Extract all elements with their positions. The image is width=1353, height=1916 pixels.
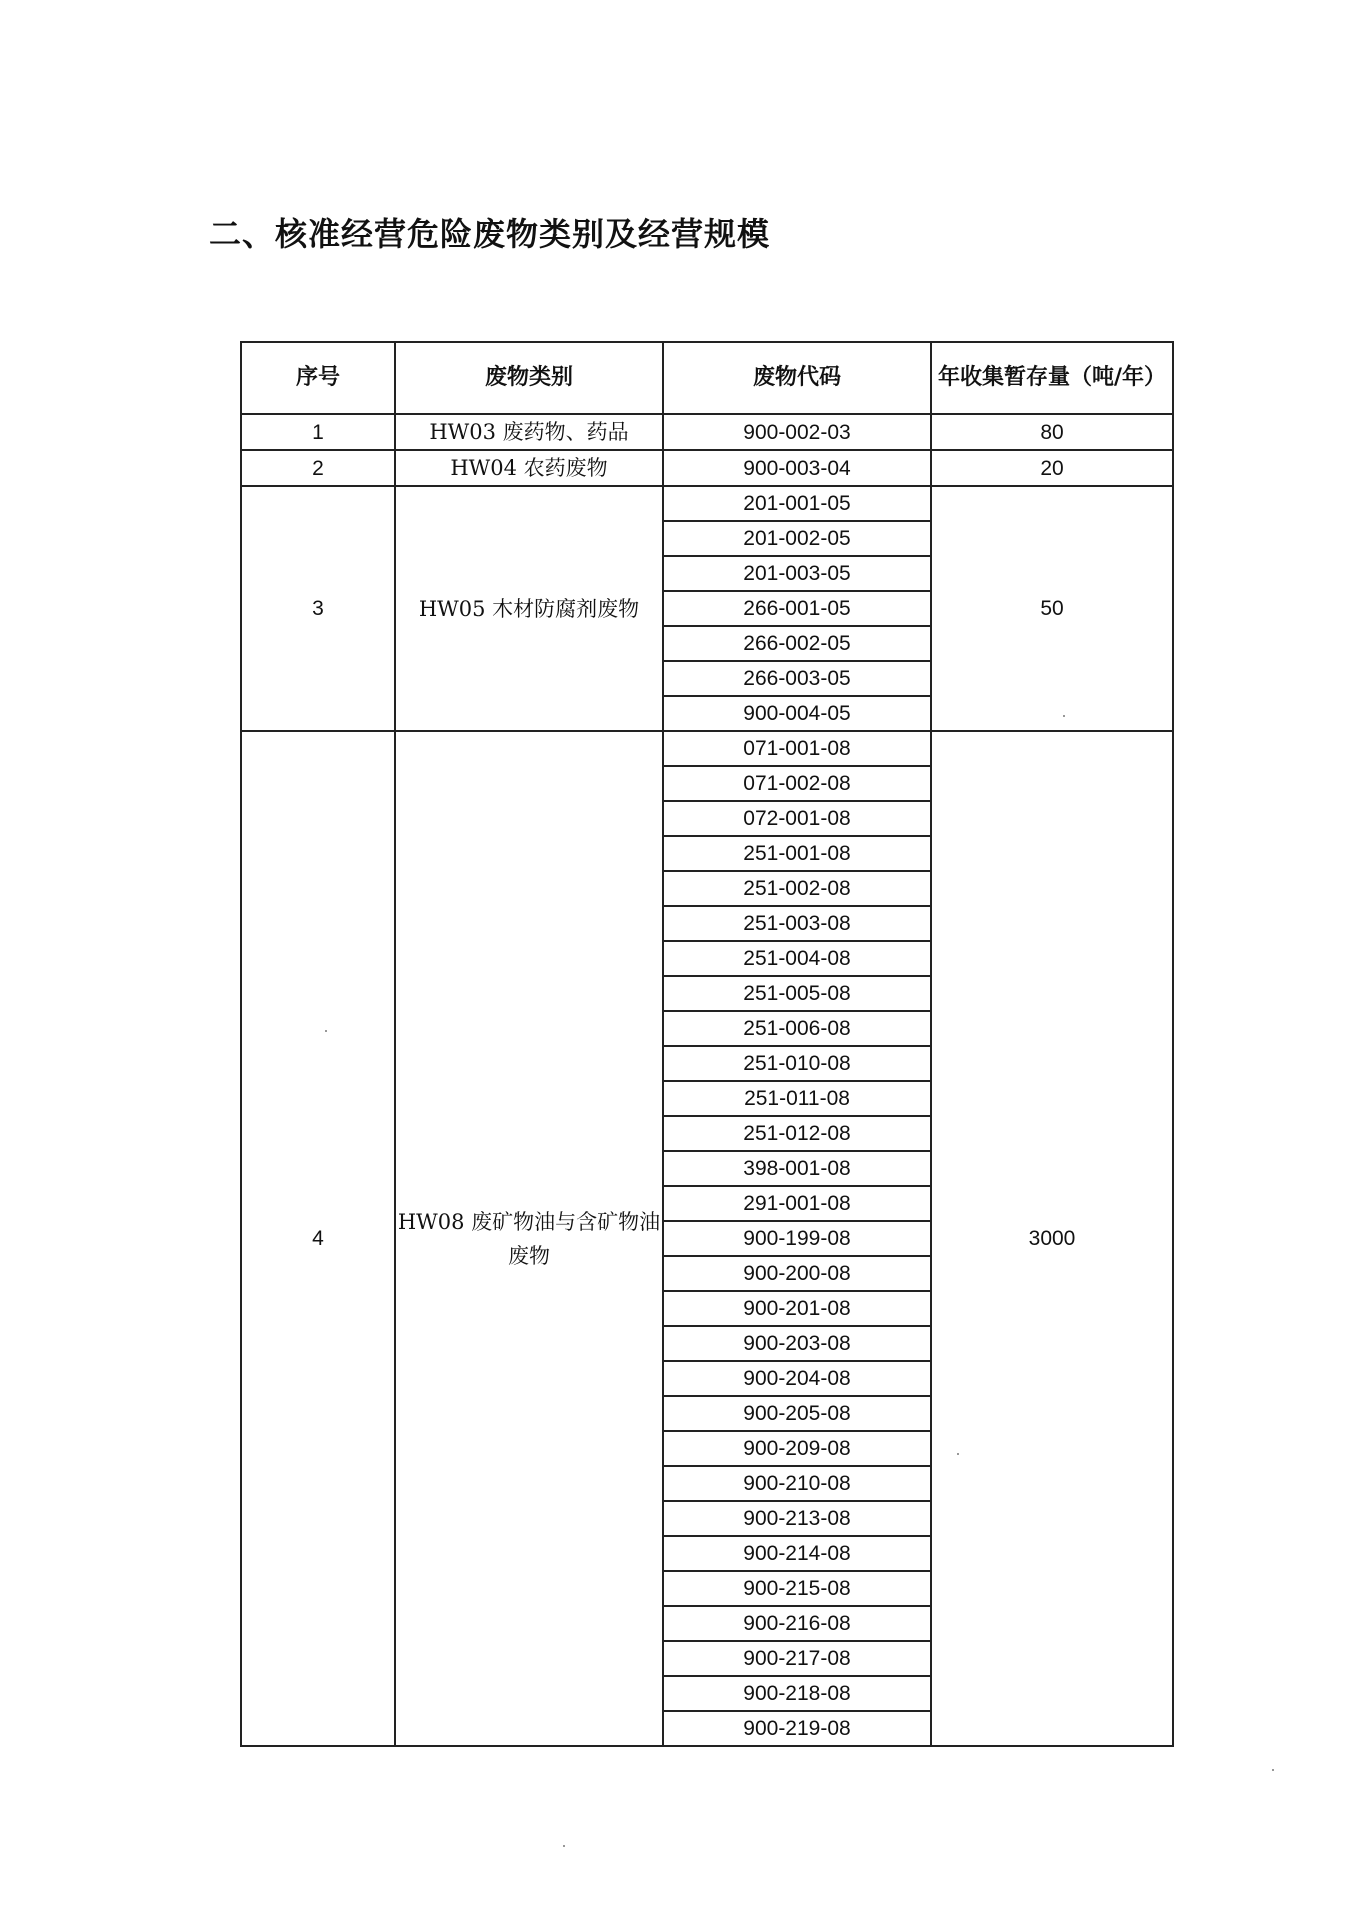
table-body: [241, 414, 1173, 1746]
cell-code: 251-006-08: [663, 1011, 931, 1046]
cell-code: 900-217-08: [663, 1641, 931, 1676]
cell-no: 3: [241, 486, 395, 731]
cell-code: 251-004-08: [663, 941, 931, 976]
cell-quantity: 50: [931, 486, 1173, 731]
cell-code: 251-011-08: [663, 1081, 931, 1116]
cell-code: 900-210-08: [663, 1466, 931, 1501]
cell-code: 900-002-03: [663, 414, 931, 450]
cell-quantity: 20: [931, 450, 1173, 486]
table-row: [241, 486, 1173, 521]
cell-code: 900-205-08: [663, 1396, 931, 1431]
cell-code: 900-218-08: [663, 1676, 931, 1711]
table-row: [241, 414, 1173, 450]
cell-code: 900-199-08: [663, 1221, 931, 1256]
scan-speck: [563, 1845, 565, 1847]
scan-speck: [957, 1453, 959, 1455]
cell-category: HW03 废药物、药品: [395, 414, 663, 450]
cell-code: 266-001-05: [663, 591, 931, 626]
cell-code: 071-002-08: [663, 766, 931, 801]
cell-code: 251-002-08: [663, 871, 931, 906]
cell-code: 266-003-05: [663, 661, 931, 696]
cell-category: HW05 木材防腐剂废物: [395, 486, 663, 731]
cell-code: 251-003-08: [663, 906, 931, 941]
cell-category: HW04 农药废物: [395, 450, 663, 486]
scan-speck: [1272, 1769, 1274, 1771]
cell-code: 201-002-05: [663, 521, 931, 556]
cell-code: 251-001-08: [663, 836, 931, 871]
cell-code: 266-002-05: [663, 626, 931, 661]
cell-no: 2: [241, 450, 395, 486]
cell-code: 291-001-08: [663, 1186, 931, 1221]
cell-no: 1: [241, 414, 395, 450]
cell-code: 900-214-08: [663, 1536, 931, 1571]
cell-code: 251-005-08: [663, 976, 931, 1011]
cell-no: 4: [241, 731, 395, 1746]
cell-code: 900-219-08: [663, 1711, 931, 1746]
cell-code: 900-213-08: [663, 1501, 931, 1536]
table-row: [241, 731, 1173, 766]
waste-table: [240, 341, 1174, 1747]
cell-quantity: 80: [931, 414, 1173, 450]
header-no: 序号: [241, 342, 395, 414]
cell-code: 900-201-08: [663, 1291, 931, 1326]
cell-category: HW08 废矿物油与含矿物油废物: [395, 731, 663, 1746]
cell-code: 900-204-08: [663, 1361, 931, 1396]
cell-code: 900-203-08: [663, 1326, 931, 1361]
cell-code: 201-001-05: [663, 486, 931, 521]
scan-speck: [1063, 715, 1065, 717]
scan-speck: [325, 1030, 327, 1032]
header-code: 废物代码: [663, 342, 931, 414]
cell-code: 071-001-08: [663, 731, 931, 766]
cell-code: 398-001-08: [663, 1151, 931, 1186]
cell-quantity: 3000: [931, 731, 1173, 1746]
cell-code: 900-209-08: [663, 1431, 931, 1466]
cell-code: 900-200-08: [663, 1256, 931, 1291]
cell-code: 900-004-05: [663, 696, 931, 731]
cell-code: 201-003-05: [663, 556, 931, 591]
cell-code: 251-012-08: [663, 1116, 931, 1151]
cell-code: 900-003-04: [663, 450, 931, 486]
table-header-row: [241, 342, 1173, 414]
table-row: [241, 450, 1173, 486]
cell-code: 251-010-08: [663, 1046, 931, 1081]
section-title: 二、核准经营危险废物类别及经营规模: [209, 215, 771, 253]
cell-code: 072-001-08: [663, 801, 931, 836]
header-quantity: 年收集暂存量（吨/年）: [931, 342, 1173, 414]
cell-code: 900-216-08: [663, 1606, 931, 1641]
header-category: 废物类别: [395, 342, 663, 414]
cell-code: 900-215-08: [663, 1571, 931, 1606]
